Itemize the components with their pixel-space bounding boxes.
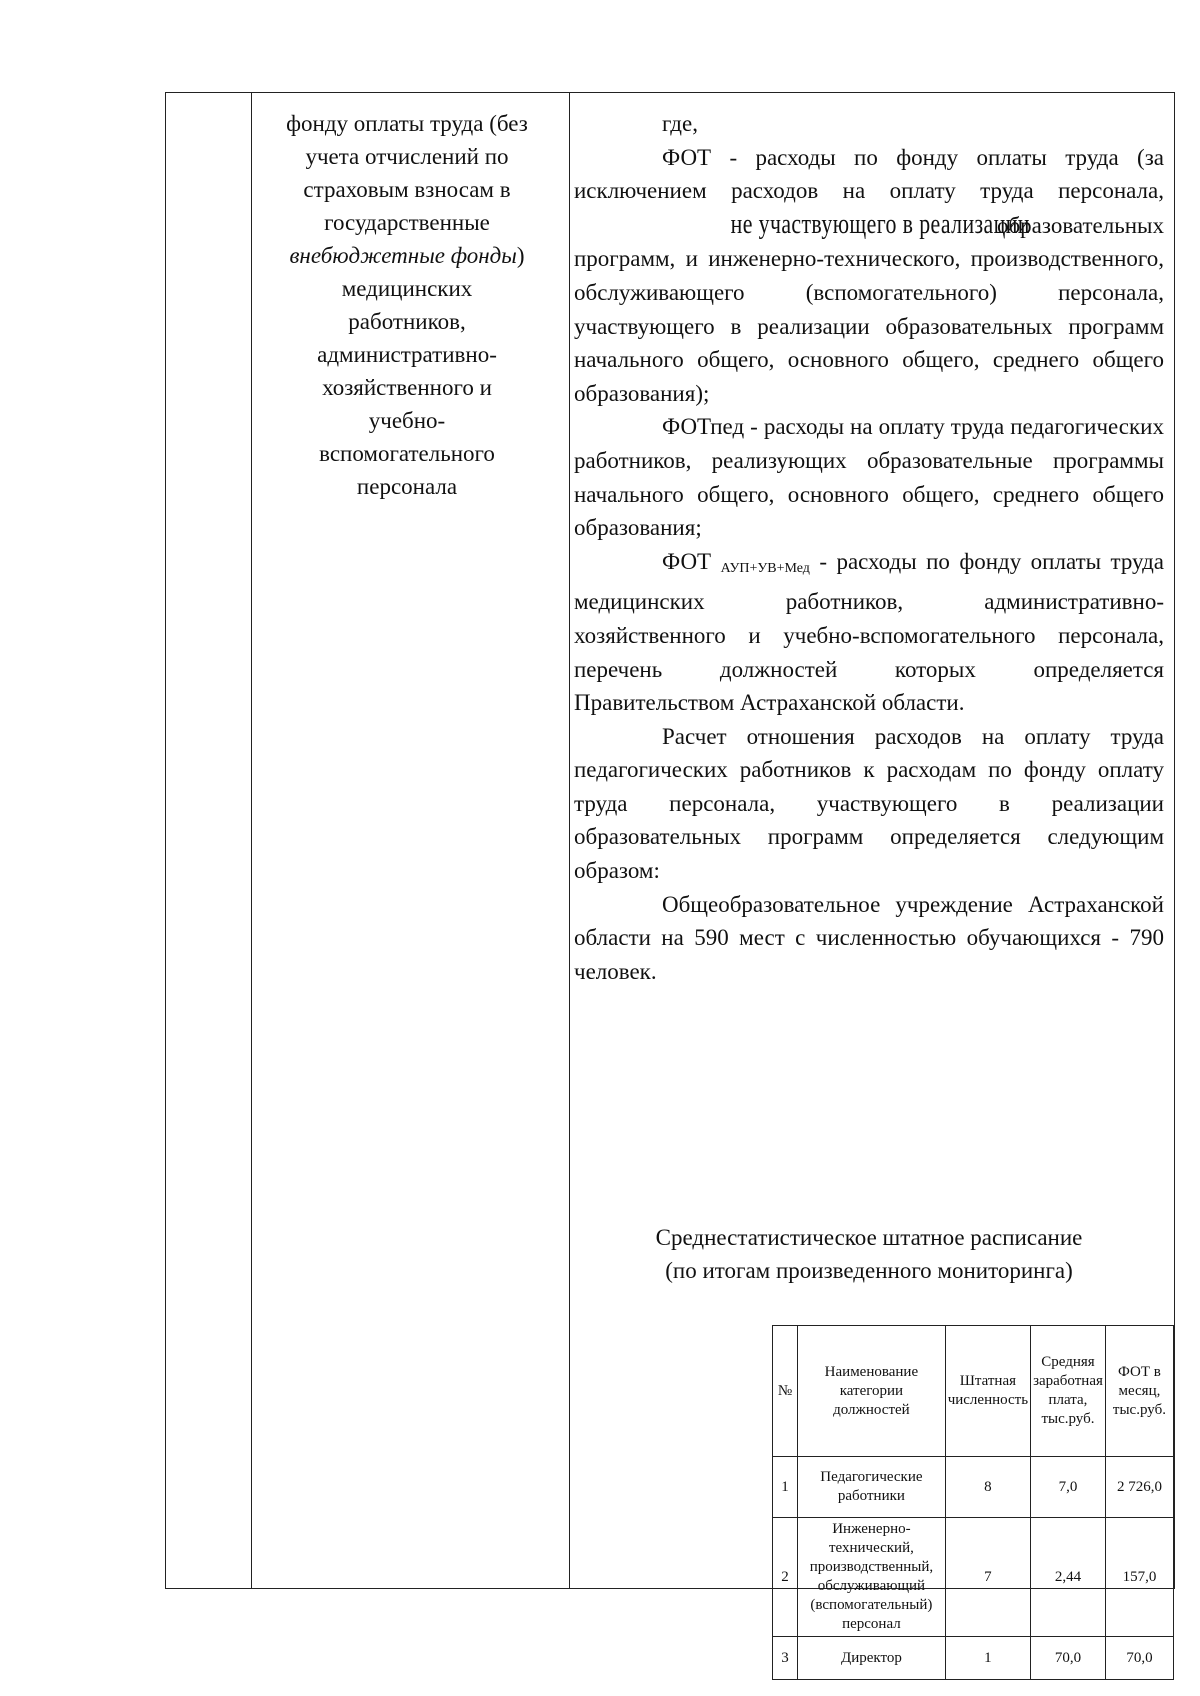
label-line: административно- — [317, 342, 497, 367]
header-number: № — [773, 1326, 798, 1457]
staff-table-title — [574, 1221, 1164, 1287]
cell-number: 3 — [773, 1637, 798, 1680]
label-line: учета отчислений по — [305, 144, 509, 169]
table-title-line: Среднестатистическое штатное расписание — [655, 1225, 1083, 1250]
table-row — [773, 1637, 1174, 1680]
fot-condensed-wrap — [574, 208, 1030, 243]
cell-payroll: 2 726,0 — [1105, 1457, 1173, 1518]
paragraph-fotped: ФОТпед - расходы на оплату труда педагогических работников, реализующих образовательные программы начального общего, основного общего, среднего общего образования; — [574, 414, 1164, 541]
label-line: персонала — [356, 474, 458, 499]
fot-text-b: персонала, — [1058, 178, 1164, 204]
cell-avg-salary: 2,44 — [1031, 1518, 1106, 1637]
label-line — [251, 239, 563, 272]
label-paren: ) — [516, 243, 525, 268]
cell-payroll: 157,0 — [1105, 1518, 1173, 1637]
table-row — [773, 1457, 1174, 1518]
cell-headcount: 8 — [945, 1457, 1030, 1518]
paragraph-where: где, — [662, 111, 698, 136]
header-payroll: ФОТ в месяц, тыс.руб. — [1105, 1326, 1173, 1457]
fot-text-condensed: не участвующего в реализации — [730, 208, 1030, 240]
fot-text-d: образовательных программ, и инженерно-технического, производственного, обслуживающего (вспомогательного) персонала, участвующего в реализации образовательных программ начального общего, основного общего, среднего общего образования); — [574, 212, 1164, 406]
cell-category: Инженерно- технический, производственный, обслуживающий (вспомогательный) персонал — [798, 1518, 946, 1637]
staff-table — [772, 1325, 1174, 1680]
header-headcount: Штатная численность — [945, 1326, 1030, 1457]
paragraph-calculation: Расчет отношения расходов на оплату труда педагогических работников к расходам по фонду оплату труда персонала, участвующего в реализации образовательных программ определяется следующим образом: — [574, 723, 1164, 884]
fot-text-a: ФОТ - расходы по фонду оплаты труда (за исключением расходов на оплату труда — [574, 144, 1164, 204]
label-line: страховым взносам в — [303, 177, 511, 202]
table-row — [773, 1518, 1174, 1637]
cell-category: Директор — [798, 1637, 946, 1680]
label-line: вспомогательного — [319, 441, 495, 466]
label-italic: внебюджетные фонды — [289, 243, 517, 268]
table-title-line: (по итогам произведенного мониторинга) — [665, 1258, 1073, 1283]
cell-category: Педагогические работники — [798, 1457, 946, 1518]
paragraph-fotaup — [574, 545, 1164, 720]
cell-avg-salary: 70,0 — [1031, 1637, 1106, 1680]
fotaup-text: - расходы по фонду оплаты труда медицинских работников, административно-хозяйственного и учебно-вспомогательного персонала, перечень должностей которых определяется Правительством Астраханской области. — [574, 548, 1165, 716]
label-line: хозяйственного и — [322, 375, 492, 400]
cell-headcount: 7 — [945, 1518, 1030, 1637]
column-divider-2 — [569, 93, 570, 1588]
indicator-label — [251, 107, 563, 503]
document-frame — [165, 92, 1175, 1666]
paragraph-fot — [574, 141, 1164, 411]
cell-number: 1 — [773, 1457, 798, 1518]
label-line: медицинских — [341, 276, 473, 301]
header-category: Наименование категории должностей — [798, 1326, 946, 1457]
cell-headcount: 1 — [945, 1637, 1030, 1680]
cell-number: 2 — [773, 1518, 798, 1637]
fotaup-subscript: АУП+УВ+Мед — [720, 560, 810, 576]
cell-payroll: 70,0 — [1105, 1637, 1173, 1680]
table-header-row — [773, 1326, 1174, 1457]
label-line: учебно- — [368, 408, 446, 433]
paragraph-school: Общеобразовательное учреждение Астраханской области на 590 мест с численностью обучающихся - 790 человек. — [574, 891, 1164, 984]
label-line: государственные — [324, 210, 490, 235]
formula-description — [574, 107, 1164, 988]
header-avg-salary: Средняя заработная плата, тыс.руб. — [1031, 1326, 1106, 1457]
label-line: работников, — [348, 309, 466, 334]
cell-avg-salary: 7,0 — [1031, 1457, 1106, 1518]
fotaup-prefix: ФОТ — [662, 548, 712, 574]
label-line: фонду оплаты труда (без — [286, 111, 528, 136]
